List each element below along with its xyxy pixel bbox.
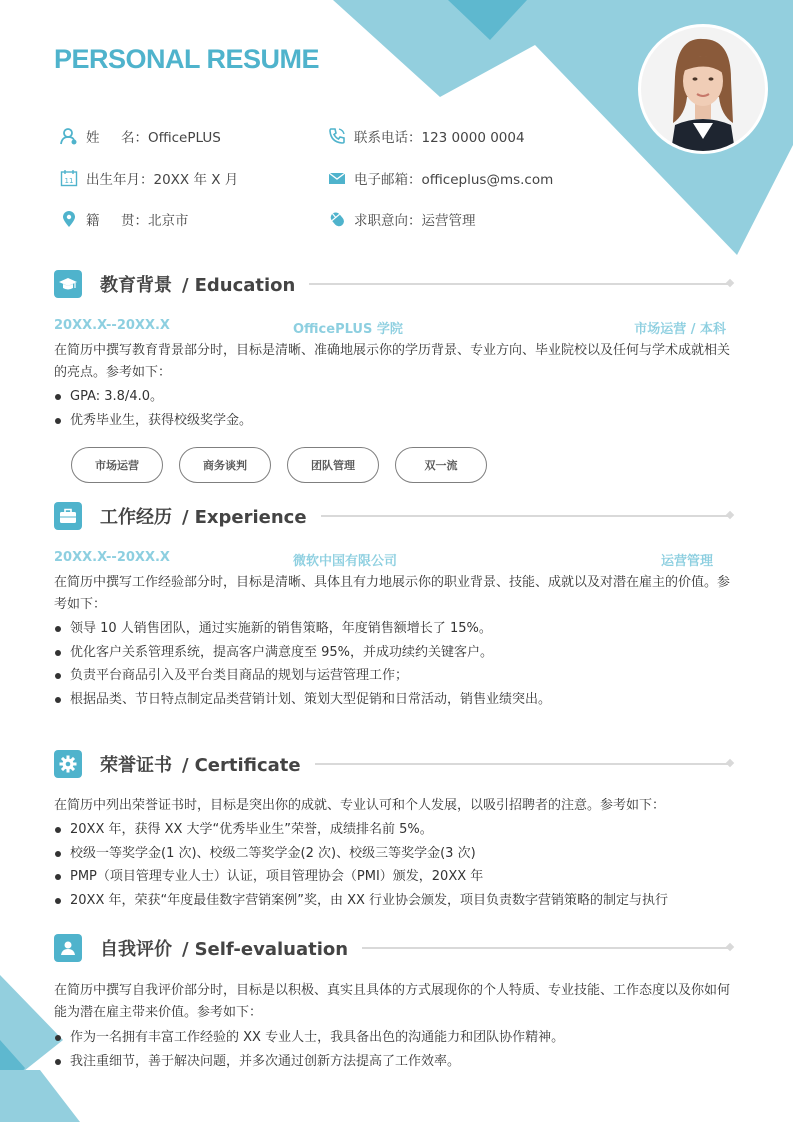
section-education-header: [54, 270, 730, 298]
self-eval-title-cn: 自我评价: [100, 939, 172, 960]
list-item: 20XX 年，荣获“年度最佳数字营销案例”奖，由 XX 行业协会颁发，项目负责数字营销策略的制定与执行: [54, 889, 744, 913]
user-card-icon: [58, 938, 78, 958]
section-certificate-header: [54, 750, 730, 778]
graduation-cap-icon: [58, 274, 78, 294]
section-self-eval-header: [54, 934, 730, 962]
list-item: 20XX 年，获得 XX 大学“优秀毕业生”荣誉，成绩排名前 5%。: [54, 818, 744, 842]
experience-subheader: [54, 550, 726, 568]
briefcase-icon: [58, 506, 78, 526]
phone-icon: [328, 127, 346, 145]
section-divider: [309, 283, 730, 285]
experience-company: 微软中国有限公司: [293, 554, 398, 569]
info-birth-text: 出生年月：20XX 年 X 月: [86, 172, 239, 188]
list-item: 我注重细节，善于解决问题，并多次通过创新方法提高了工作效率。: [54, 1050, 744, 1074]
list-item: PMP（项目管理专业人士）认证，项目管理协会（PMI）颁发，20XX 年: [54, 865, 744, 889]
list-item: 根据品类、节日特点制定品类营销计划、策划大型促销和日常活动，销售业绩突出。: [54, 688, 744, 712]
info-intent: [328, 209, 476, 229]
certificate-title-en: Certificate: [194, 755, 301, 776]
profile-photo: [638, 24, 768, 154]
mouse-icon: [328, 210, 346, 228]
gear-icon: [58, 754, 78, 774]
skill-tag: 团队管理: [287, 447, 379, 483]
svg-text:11: 11: [64, 177, 74, 185]
info-name-text: 姓 名：OfficePLUS: [86, 130, 221, 146]
section-divider: [315, 763, 730, 765]
experience-title: 工作经历 / Experience: [100, 507, 307, 528]
list-item: 优化客户关系管理系统，提高客户满意度至 95%，并成功续约关键客户。: [54, 641, 744, 665]
experience-section-icon: [54, 502, 82, 530]
list-item: GPA: 3.8/4.0。: [54, 385, 744, 409]
education-subheader: [54, 318, 726, 336]
certificate-title-cn: 荣誉证书: [100, 755, 172, 776]
experience-title-cn: 工作经历: [100, 507, 172, 528]
self-eval-section-icon: [54, 934, 82, 962]
section-divider: [321, 515, 730, 517]
section-experience-header: [54, 502, 730, 530]
location-pin-icon: [60, 210, 78, 228]
skill-tag: 市场运营: [71, 447, 163, 483]
info-email: [328, 168, 553, 188]
education-title-cn: 教育背景: [100, 275, 172, 296]
info-origin: [60, 209, 188, 229]
certificate-intro: 在简历中列出荣誉证书时，目标是突出你的成就、专业认可和个人发展，以吸引招聘者的注意。参考如下：: [54, 798, 666, 813]
info-email-text: 电子邮箱：officeplus@ms.com: [354, 172, 554, 188]
certificate-title: 荣誉证书 / Certificate: [100, 755, 301, 776]
skill-tag: 双一流: [395, 447, 487, 483]
education-major: 市场运营 / 本科: [634, 322, 726, 337]
list-item: 领导 10 人销售团队，通过实施新的销售策略，年度销售额增长了 15%。: [54, 617, 744, 641]
education-list: [54, 385, 744, 432]
section-divider: [362, 947, 730, 949]
education-intro: 在简历中撰写教育背景部分时，目标是清晰、准确地展示你的学历背景、专业方向、毕业院校以及任何与学术成就相关的亮点。参考如下：: [54, 343, 731, 380]
education-title: 教育背景 / Education: [100, 275, 296, 296]
skill-tag: 商务谈判: [179, 447, 271, 483]
education-period: 20XX.X--20XX.X: [54, 318, 170, 333]
info-name: [60, 126, 221, 146]
self-eval-title-en: Self-evaluation: [194, 939, 349, 960]
list-item: 校级一等奖学金(1 次)、校级二等奖学金(2 次)、校级三等奖学金(3 次): [54, 842, 744, 866]
experience-list: [54, 617, 744, 711]
list-item: 优秀毕业生，获得校级奖学金。: [54, 409, 744, 433]
education-title-en: Education: [194, 275, 296, 296]
education-section-icon: [54, 270, 82, 298]
info-birth: [60, 168, 238, 188]
list-item: 作为一名拥有丰富工作经验的 XX 专业人士，我具备出色的沟通能力和团队协作精神。: [54, 1026, 744, 1050]
info-intent-text: 求职意向：运营管理: [354, 213, 476, 229]
avatar-portrait-icon: [641, 27, 765, 151]
list-item: 负责平台商品引入及平台类目商品的规划与运营管理工作；: [54, 664, 744, 688]
info-phone-text: 联系电话：123 0000 0004: [354, 130, 525, 146]
experience-intro: 在简历中撰写工作经验部分时，目标是清晰、具体且有力地展示你的职业背景、技能、成就以及对潜在雇主的价值。参考如下：: [54, 575, 731, 612]
education-school: OfficePLUS 学院: [293, 322, 403, 337]
certificate-section-icon: [54, 750, 82, 778]
self-eval-title: 自我评价 / Self-evaluation: [100, 939, 349, 960]
self-eval-list: [54, 1026, 744, 1073]
envelope-icon: [328, 169, 346, 187]
calendar-icon: [60, 169, 78, 187]
resume-title: PERSONAL RESUME: [54, 44, 320, 74]
person-icon: [60, 127, 78, 145]
experience-role: 运营管理: [660, 554, 713, 569]
info-origin-text: 籍 贯：北京市: [86, 213, 189, 229]
skill-tags: [71, 447, 503, 483]
info-phone: [328, 126, 525, 146]
experience-title-en: Experience: [194, 507, 307, 528]
self-eval-intro: 在简历中撰写自我评价部分时，目标是以积极、真实且具体的方式展现你的个人特质、专业技能、工作态度以及你如何能为潜在雇主带来价值。参考如下：: [54, 983, 731, 1020]
certificate-list: [54, 818, 744, 912]
experience-period: 20XX.X--20XX.X: [54, 550, 170, 565]
